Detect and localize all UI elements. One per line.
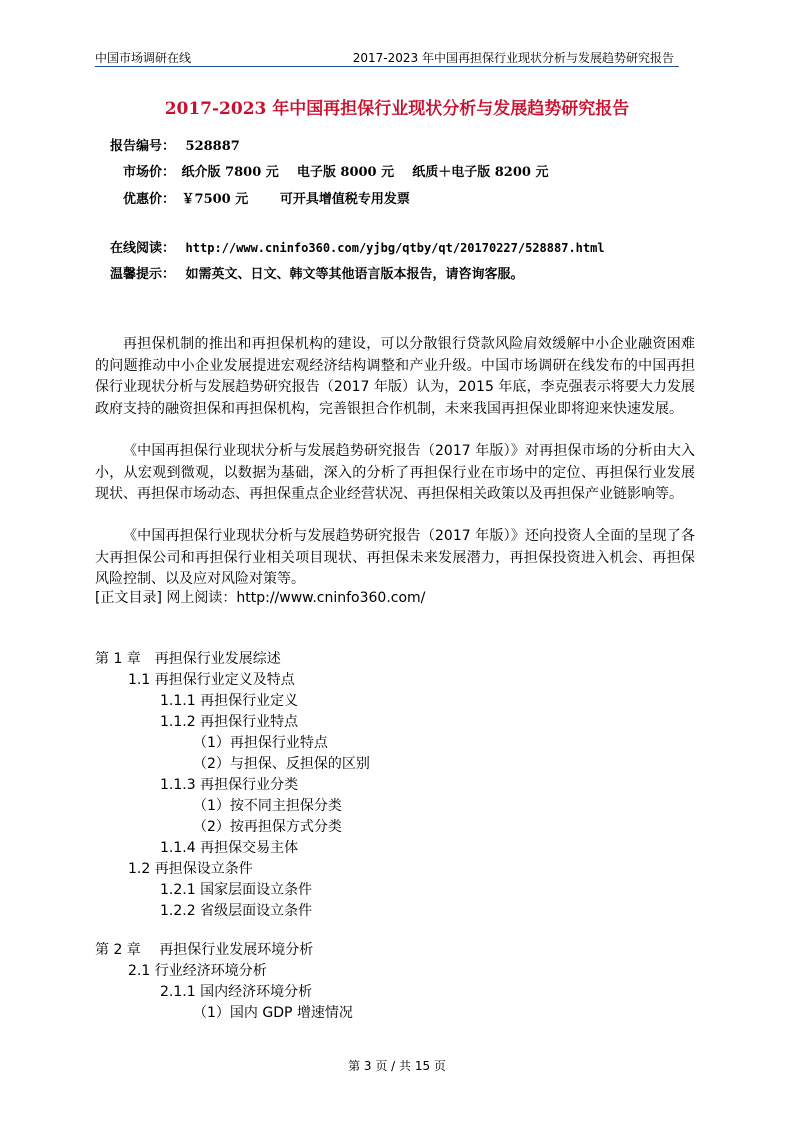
intro-paragraph-1: 再担保机制的推出和再担保机构的建设，可以分散银行贷款风险肩效缓解中小企业融资困难的问题推动中小企业发展提进宏观经济结构调整和产业升级。中国市场调研在线发布的中国再担保行业现状分析与发展趋势研究报告（2017 年版）认为，2015 年底，李克强表示将要大力发展政府支持的融资担保和再担保机构，完善银担合作机制，未来我国再担保业即将迎来快速发展。 [95, 336, 695, 417]
tip-value: 如需英文、日文、韩文等其他语言版本报告，请咨询客服。 [185, 267, 524, 282]
toc-subsection: 1.1.2 再担保行业特点 [160, 714, 299, 730]
page-number: 第 3 页 / 共 15 页 [348, 1059, 446, 1073]
toc-item: （1）按不同主担保分类 [193, 798, 342, 814]
toc-subsection: 1.1.4 再担保交易主体 [160, 840, 299, 856]
header-site-name: 中国市场调研在线 [95, 51, 192, 65]
toc-chapter-1: 第 1 章 再担保行业发展综述 [95, 651, 281, 667]
toc-subsection: 1.1.3 再担保行业分类 [160, 777, 299, 793]
online-read-link[interactable]: http://www.cninfo360.com/yjbg/qtby/qt/20170227/528887.html [185, 241, 605, 255]
price-row [123, 161, 548, 180]
toc-item: （2）按再担保方式分类 [193, 819, 342, 835]
header-report-title: 2017-2023 年中国再担保行业现状分析与发展趋势研究报告 [352, 51, 674, 65]
price-value: 纸介版 7800 元 电子版 8000 元 纸质＋电子版 8200 元 [181, 165, 549, 180]
report-number-row [110, 135, 240, 154]
discount-label: 优惠价： [123, 192, 176, 207]
toc-section: 2.1 行业经济环境分析 [128, 963, 267, 979]
toc-section: 1.2 再担保设立条件 [128, 861, 253, 877]
intro-paragraph-3: 《中国再担保行业现状分析与发展趋势研究报告（2017 年版）》还向投资人全面的呈现了各大再担保公司和再担保行业相关项目现状、再担保未来发展潜力，再担保投资进入机会、再担保风险控制、以及应对风险对策等。 [95, 528, 695, 587]
toc-subsection: 1.1.1 再担保行业定义 [160, 693, 299, 709]
report-title: 2017-2023 年中国再担保行业现状分析与发展趋势研究报告 [164, 99, 630, 119]
toc-item: （1）国内 GDP 增速情况 [193, 1005, 353, 1021]
toc-subsection: 2.1.1 国内经济环境分析 [160, 984, 313, 1000]
toc-section: 1.1 再担保行业定义及特点 [128, 672, 295, 688]
intro-paragraph-2: 《中国再担保行业现状分析与发展趋势研究报告（2017 年版）》对再担保市场的分析由大入小，从宏观到微观，以数据为基础，深入的分析了再担保行业在市场中的定位、再担保行业发展现状、再担保市场动态、再担保重点企业经营状况、再担保相关政策以及再担保产业链影响等。 [95, 443, 695, 502]
toc-chapter-2: 第 2 章 再担保行业发展环境分析 [95, 942, 314, 958]
tip-row [110, 263, 524, 282]
tip-label: 温馨提示： [110, 267, 176, 282]
report-number-label: 报告编号： [110, 139, 176, 154]
header-divider [95, 66, 679, 67]
toc-subsection: 1.2.2 省级层面设立条件 [160, 903, 313, 919]
catalog-online-link[interactable]: [正文目录] 网上阅读：http://www.cninfo360.com/ [95, 590, 426, 606]
online-read-label: 在线阅读： [110, 241, 176, 256]
discount-value: ￥7500 元 可开具增值税专用发票 [181, 192, 410, 207]
toc-item: （1）再担保行业特点 [193, 735, 328, 751]
toc-subsection: 1.2.1 国家层面设立条件 [160, 882, 313, 898]
online-read-row [110, 237, 605, 256]
price-label: 市场价： [123, 165, 176, 180]
toc-item: （2）与担保、反担保的区别 [193, 756, 370, 772]
discount-row [123, 188, 410, 207]
report-number-value: 528887 [185, 139, 240, 154]
